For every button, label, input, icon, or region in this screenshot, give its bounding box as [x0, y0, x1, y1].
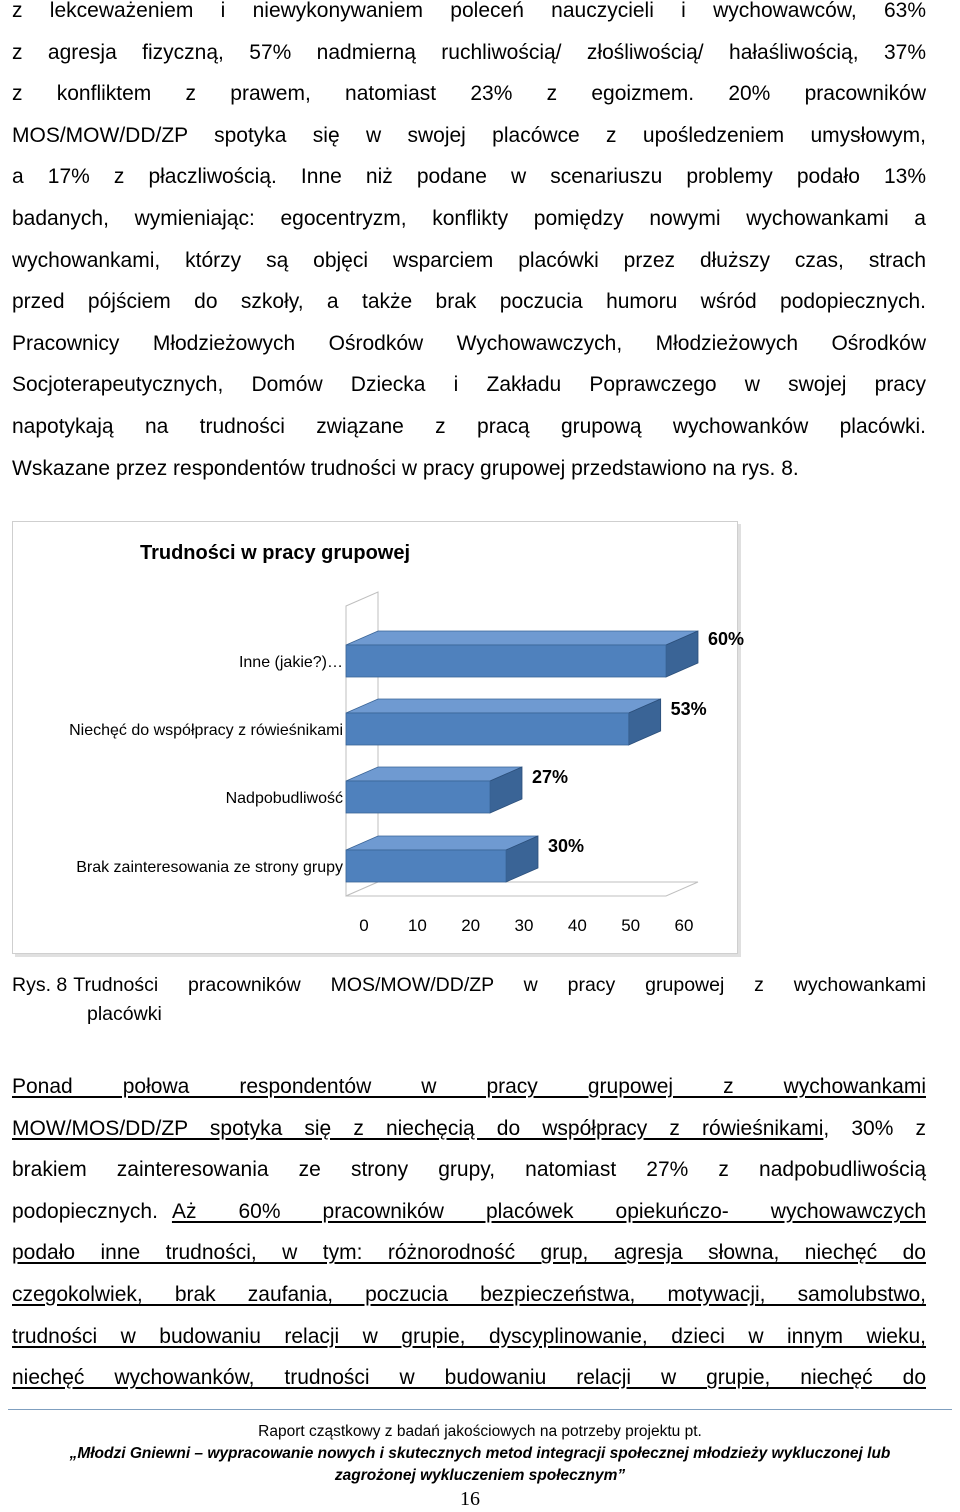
bar — [346, 645, 666, 677]
category-label: Brak zainteresowania ze strony grupy — [76, 859, 343, 876]
caption-text: Trudności pracowników MOS/MOW/DD/ZP w pracy grupowej z wychowankami — [73, 974, 926, 996]
page-number: 16 — [460, 1488, 480, 1510]
footer-divider — [8, 1409, 952, 1410]
bar — [346, 713, 629, 745]
chart-floor — [346, 882, 698, 896]
text-line: z lekceważeniem i niewykonywaniem poleceń nauczycieli i wychowawców, 63% — [12, 0, 926, 22]
bar-top-face — [346, 631, 698, 645]
text-line: badanych, wymieniając: egocentryzm, konflikty pomiędzy nowymi wychowankami a — [12, 206, 926, 230]
data-label: 60% — [708, 629, 745, 649]
text-line: napotykają na trudności związane z pracą grupową wychowanków placówki. — [12, 414, 926, 438]
underlined-text: MOW/MOS/DD/ZP spotyka się z niechęcią do współpracy z rówieśnikami — [12, 1116, 824, 1140]
text-line: MOS/MOW/DD/ZP spotyka się w swojej placówce z upośledzeniem umysłowym, — [12, 123, 926, 147]
footer-line-3: zagrożonej wykluczeniem społecznym” — [334, 1467, 626, 1484]
bar — [346, 781, 490, 813]
text-line: Pracownicy Młodzieżowych Ośrodków Wychowawczych, Młodzieżowych Ośrodków — [12, 331, 926, 355]
underlined-text: Aż 60% pracowników placówek opiekuńczo- wychowawczych — [171, 1199, 926, 1223]
category-label: Nadpobudliwość — [225, 790, 343, 807]
footer-line-1: Raport cząstkowy z badań jakościowych na potrzeby projektu pt. — [258, 1423, 702, 1440]
bar-chart — [13, 522, 745, 953]
text-line — [12, 1108, 926, 1150]
chart-title: Trudności w pracy grupowej — [139, 542, 411, 564]
x-tick-label: 30 — [514, 916, 534, 935]
x-tick-label: 0 — [359, 916, 369, 935]
text-line: trudności w budowaniu relacji w grupie, dyscyplinowanie, dzieci w innym wieku, — [12, 1324, 926, 1348]
text-line: a 17% z płaczliwością. Inne niż podane w scenariuszu problemy podało 13% — [12, 165, 926, 189]
x-tick-label: 60 — [674, 916, 694, 935]
text-line: podało inne trudności, w tym: różnorodność grup, agresja słowna, niechęć do — [12, 1241, 926, 1265]
text-line: wychowankami, którzy są objęci wsparciem placówki przez dłuższy czas, strach — [12, 248, 926, 272]
data-label: 30% — [548, 836, 585, 856]
x-tick-label: 10 — [407, 916, 427, 935]
text-line — [12, 1191, 926, 1233]
text-line: niechęć wychowanków, trudności w budowaniu relacji w grupie, niechęć do — [12, 1366, 926, 1390]
chart-container — [12, 521, 745, 954]
text-line: brakiem zainteresowania ze strony grupy, natomiast 27% z nadpobudliwością — [12, 1158, 926, 1182]
text-line: z konfliktem z prawem, natomiast 23% z egoizmem. 20% pracowników — [12, 82, 926, 106]
x-tick-label: 40 — [567, 916, 587, 935]
x-tick-label: 20 — [461, 916, 481, 935]
category-label: Inne (jakie?)… — [238, 654, 343, 671]
x-tick-label: 50 — [621, 916, 641, 935]
body-paragraph-1 — [12, 0, 926, 489]
page-footer — [0, 1421, 960, 1487]
text-line: Ponad połowa respondentów w pracy grupowej z wychowankami — [12, 1075, 926, 1098]
caption-text-continued: placówki — [87, 1003, 162, 1025]
footer-line-2: „Młodzi Gniewni – wypracowanie nowych i skutecznych metod integracji społecznej młodzieży wykluczonej lub — [69, 1445, 891, 1462]
caption-label: Rys. 8 — [12, 974, 68, 996]
bar-top-face — [346, 836, 538, 850]
data-label: 53% — [670, 699, 707, 719]
body-paragraph-2 — [12, 1066, 926, 1399]
plain-text: podopiecznych. — [12, 1199, 158, 1223]
text-line: Wskazane przez respondentów trudności w pracy grupowej przedstawiono na rys. 8. — [12, 456, 799, 480]
bar-top-face — [346, 699, 661, 713]
bar — [346, 850, 506, 882]
text-line: czegokolwiek, brak zaufania, poczucia bezpieczeństwa, motywacji, samolubstwo, — [12, 1282, 926, 1306]
text-line: Socjoterapeutycznych, Domów Dziecka i Zakładu Poprawczego w swojej pracy — [12, 373, 926, 397]
text-line: z agresja fizyczną, 57% nadmierną ruchliwością/ złośliwością/ hałaśliwością, 37% — [12, 40, 926, 64]
data-label: 27% — [532, 767, 569, 787]
figure-caption — [12, 971, 926, 1029]
category-label: Niechęć do współpracy z rówieśnikami — [69, 722, 343, 739]
plain-text: , 30% z — [823, 1116, 926, 1140]
text-line: przed pójściem do szkoły, a także brak poczucia humoru wśród podopiecznych. — [12, 290, 926, 314]
